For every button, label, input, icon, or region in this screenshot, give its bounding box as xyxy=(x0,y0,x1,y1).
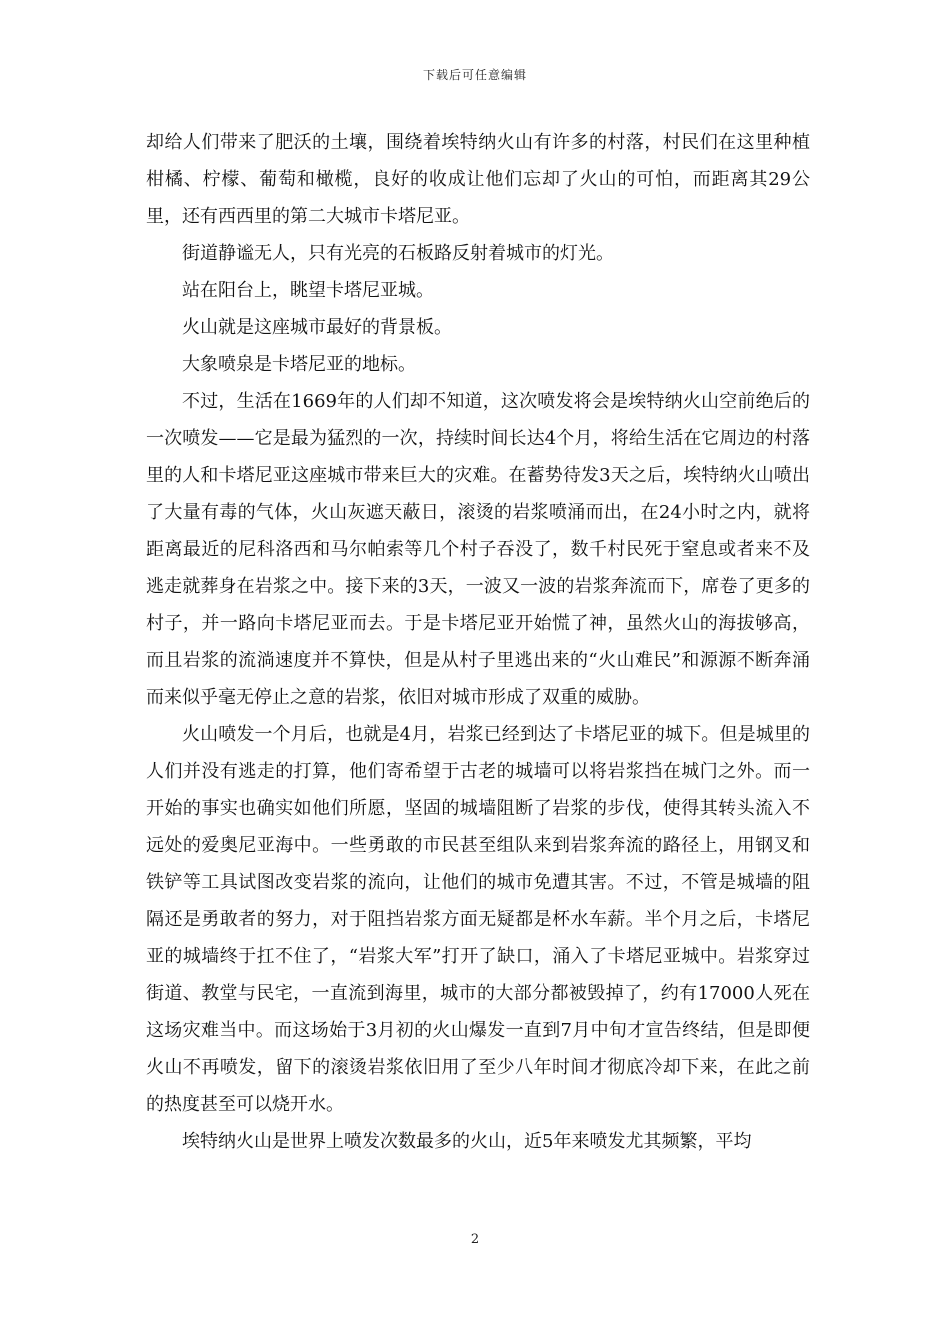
paragraph-7: 火山喷发一个月后，也就是4月，岩浆已经到达了卡塔尼亚的城下。但是城里的人们并没有逃走的打算，他们寄希望于古老的城墙可以将岩浆挡在城门之外。而一开始的事实也确实如他们所愿，坚固的城墙阻断了岩浆的步伐，使得其转头流入不远处的爱奥尼亚海中。一些勇敢的市民甚至组队来到岩浆奔流的路径上，用钢叉和铁铲等工具试图改变岩浆的流向，让他们的城市免遭其害。不过，不管是城墙的阻隔还是勇敢者的努力，对于阻挡岩浆方面无疑都是杯水车薪。半个月之后，卡塔尼亚的城墙终于扛不住了，“岩浆大军”打开了缺口，涌入了卡塔尼亚城中。岩浆穿过街道、教堂与民宅，一直流到海里，城市的大部分都被毁掉了，约有17000人死在这场灾难当中。而这场始于3月初的火山爆发一直到7月中旬才宣告终结，但是即便火山不再喷发，留下的滚烫岩浆依旧用了至少八年时间才彻底冷却下来，在此之前的热度甚至可以烧开水。 xyxy=(146,724,810,1115)
paragraph-8: 埃特纳火山是世界上喷发次数最多的火山，近5年来喷发尤其频繁，平均 xyxy=(182,1131,752,1152)
page-number: 2 xyxy=(470,1232,480,1247)
paragraph-3: 站在阳台上，眺望卡塔尼亚城。 xyxy=(182,280,434,301)
paragraph-1: 却给人们带来了肥沃的土壤，围绕着埃特纳火山有许多的村落，村民们在这里种植柑橘、柠檬、葡萄和橄榄，良好的收成让他们忘却了火山的可怕，而距离其29公里，还有西西里的第二大城市卡塔尼亚。 xyxy=(146,132,810,227)
page-header: 下载后可任意编辑 xyxy=(422,68,527,82)
paragraph-4: 火山就是这座城市最好的背景板。 xyxy=(182,317,452,338)
paragraph-2: 街道静谧无人，只有光亮的石板路反射着城市的灯光。 xyxy=(182,243,614,264)
paragraph-6: 不过，生活在1669年的人们却不知道，这次喷发将会是埃特纳火山空前绝后的一次喷发——它是最为猛烈的一次，持续时间长达4个月，将给生活在它周边的村落里的人和卡塔尼亚这座城市带来巨大的灾难。在蓄势待发3天之后，埃特纳火山喷出了大量有毒的气体，火山灰遮天蔽日，滚烫的岩浆喷涌而出，在24小时之内，就将距离最近的尼科洛西和马尔帕索等几个村子吞没了，数千村民死于窒息或者来不及逃走就葬身在岩浆之中。接下来的3天，一波又一波的岩浆奔流而下，席卷了更多的村子，并一路向卡塔尼亚而去。于是卡塔尼亚开始慌了神，虽然火山的海拔够高，而且岩浆的流淌速度并不算快，但是从村子里逃出来的“火山难民”和源源不断奔涌而来似乎毫无停止之意的岩浆，依旧对城市形成了双重的威胁。 xyxy=(146,391,810,708)
paragraph-5: 大象喷泉是卡塔尼亚的地标。 xyxy=(182,354,416,375)
document-body xyxy=(146,124,810,1160)
